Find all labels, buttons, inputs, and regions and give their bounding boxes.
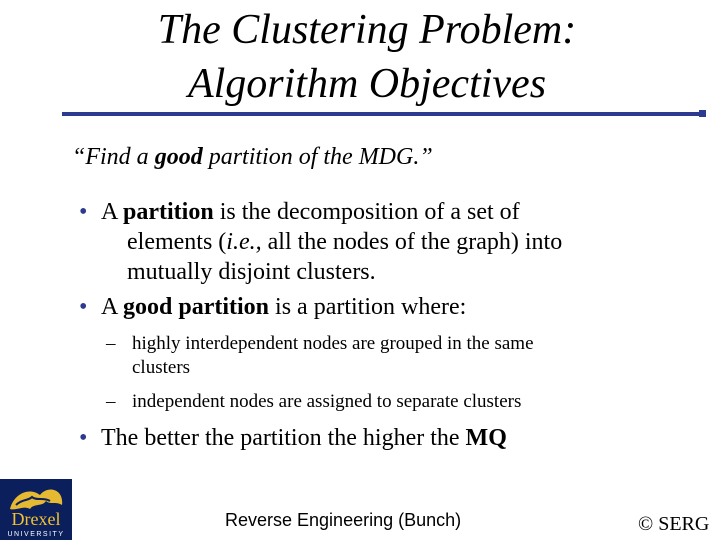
- bullet-3-marker: •: [79, 425, 88, 451]
- bullet-2-post: is a partition where:: [269, 294, 467, 320]
- bullet-3-line-1: [101, 423, 507, 453]
- sub-bullet-2-marker: –: [106, 391, 116, 412]
- title-underline: [62, 112, 699, 116]
- bullet-1-l2-italic: i.e.,: [226, 229, 262, 255]
- bullet-2-bold: good partition: [123, 294, 270, 320]
- university-wordmark: UNIVERSITY: [7, 531, 65, 538]
- quote: [72, 141, 433, 173]
- sub-bullet-1-marker: –: [106, 333, 116, 354]
- slide-title-line-1: The Clustering Problem:: [157, 7, 577, 53]
- bullet-3-bold: MQ: [465, 425, 507, 451]
- bullet-1-marker: •: [79, 199, 88, 225]
- bullet-1-pre: A: [101, 199, 124, 225]
- footer-center-text: Reverse Engineering (Bunch): [225, 510, 462, 530]
- bullet-3-pre: The better the partition the higher the: [101, 425, 466, 451]
- quote-close: partition of the MDG.”: [202, 144, 433, 170]
- sub-bullet-1-line-1: highly interdependent nodes are grouped in the same: [132, 333, 534, 354]
- bullet-1-bold: partition: [123, 199, 214, 225]
- bullet-2-pre: A: [101, 294, 124, 320]
- bullet-2-line-1: [101, 292, 466, 322]
- slide-title-line-2: Algorithm Objectives: [187, 61, 547, 107]
- bullet-1-line-3: mutually disjoint clusters.: [127, 259, 376, 285]
- bullet-1-l2-pre: elements (: [127, 229, 227, 255]
- bullet-2-marker: •: [79, 294, 88, 320]
- sub-bullet-1-line-2: clusters: [132, 357, 191, 378]
- sub-bullet-2-line-1: independent nodes are assigned to separate clusters: [132, 391, 522, 412]
- footer-copyright: © SERG: [638, 513, 710, 535]
- quote-open: “Find a: [72, 144, 155, 170]
- quote-bold: good: [154, 144, 203, 170]
- drexel-logo-art: [0, 479, 72, 540]
- title-underline-end: [699, 110, 706, 117]
- drexel-logo: [0, 479, 72, 540]
- bullet-1-l2-post: all the nodes of the graph) into: [261, 229, 563, 255]
- drexel-wordmark: Drexel: [11, 509, 61, 529]
- bullet-1-line-2: [127, 227, 562, 257]
- bullet-1-line-1: [101, 197, 520, 227]
- bullet-1-post: is the decomposition of a set of: [213, 199, 520, 225]
